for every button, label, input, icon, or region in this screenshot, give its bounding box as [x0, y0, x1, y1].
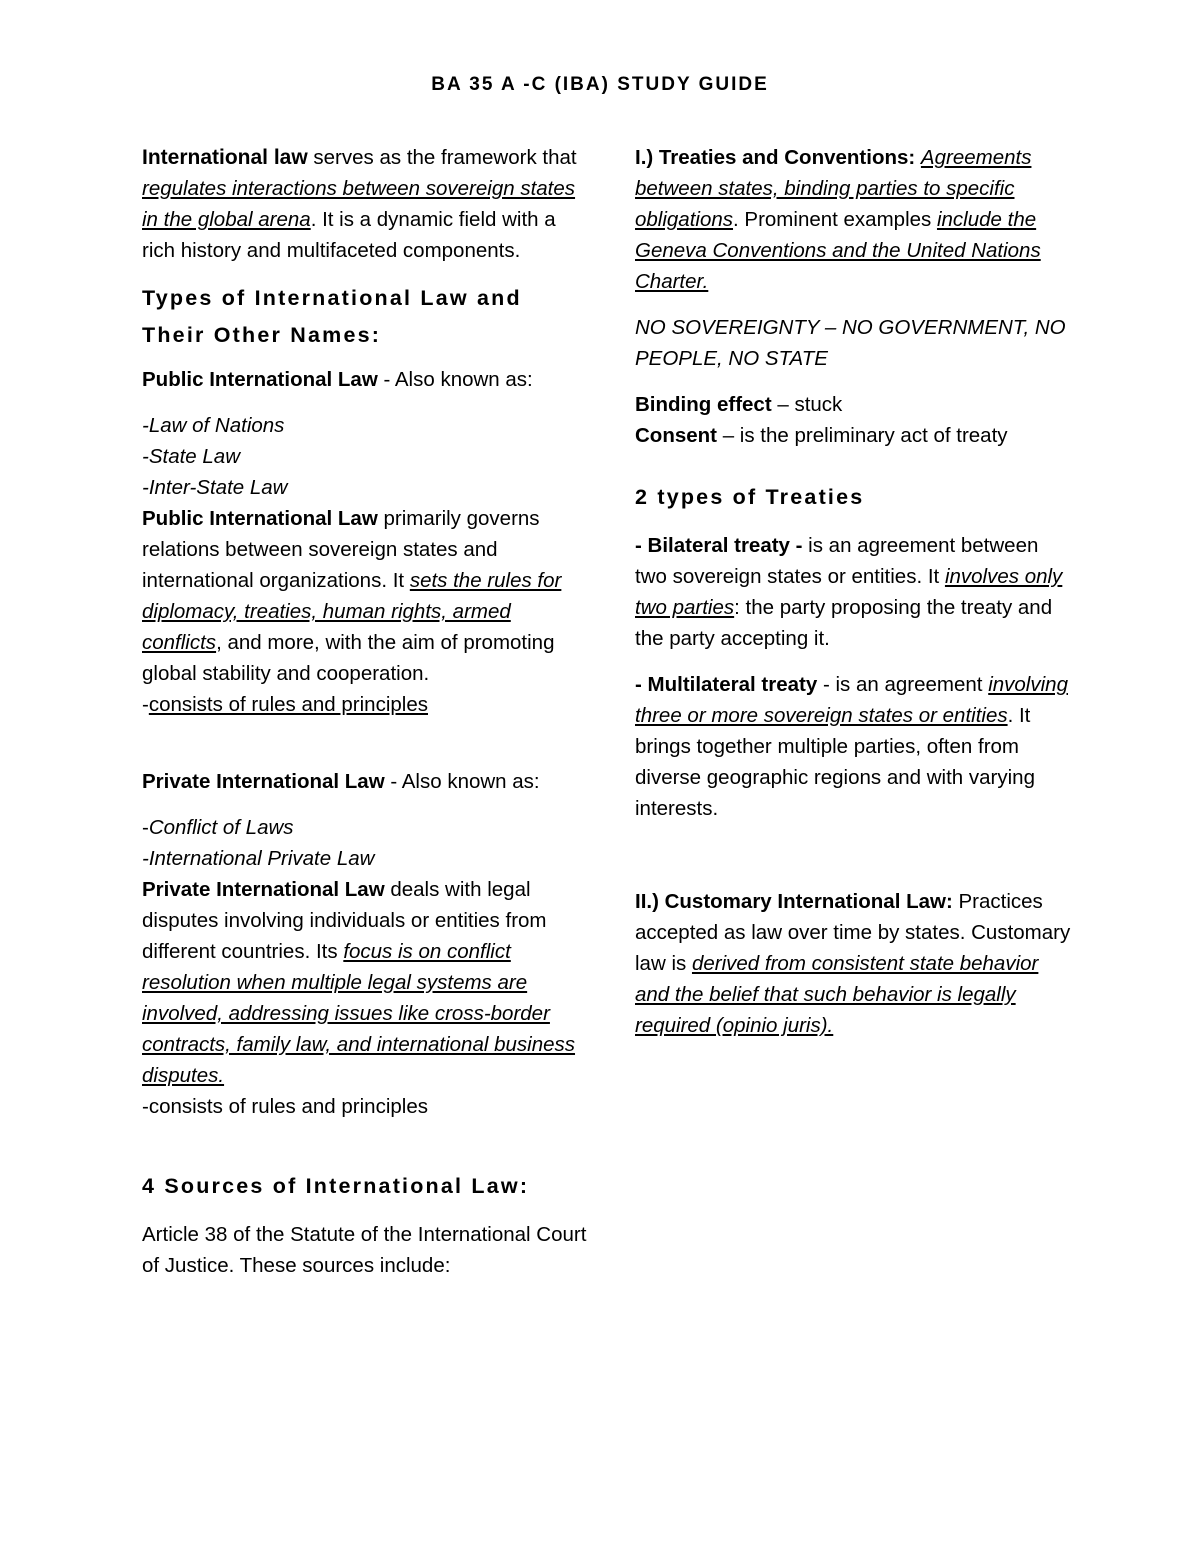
private-desc-text: deals with legal disputes involving individuals or entities from different countries. Its [142, 878, 547, 963]
customary-text: Practices accepted as law over time by states. Customary law is [635, 890, 1071, 975]
customary-underlined: derived from consistent state behavior and the belief that such behavior is legally required (opinio juris). [635, 952, 1039, 1037]
binding-label: Binding effect [635, 393, 772, 416]
multilateral-text-end: . It brings together multiple parties, often from diverse geographic regions and with varying interests. [635, 704, 1035, 820]
public-description [142, 503, 587, 689]
bilateral-underlined: involves only two parties [635, 565, 1063, 619]
bilateral-label: - Bilateral treaty - [635, 534, 803, 557]
public-name-2: -State Law [142, 445, 240, 468]
binding-effect-line [635, 389, 1075, 420]
consent-line [635, 420, 1075, 451]
public-consists [142, 689, 587, 720]
types-heading-line1: Types of International Law and [142, 286, 522, 310]
public-aka: - Also known as: [377, 368, 533, 391]
public-consists-dash: - [142, 693, 149, 716]
customary-label: II.) Customary International Law: [635, 890, 953, 913]
private-name-1 [142, 812, 587, 843]
consent-text: – is the preliminary act of treaty [717, 424, 1008, 447]
intro-underlined: regulates interactions between sovereign states in the global arena [142, 177, 576, 231]
public-desc-underlined: sets the rules for diplomacy, treaties, human rights, armed conflicts [142, 569, 562, 654]
public-label-line [142, 364, 587, 395]
private-label: Private International Law [142, 770, 385, 793]
sources-heading: 4 Sources of International Law: [142, 1174, 530, 1198]
multilateral-text: - is an agreement [817, 673, 989, 696]
treaty-types-heading: 2 types of Treaties [635, 485, 865, 509]
multilateral-paragraph [635, 669, 1075, 824]
private-desc-term: Private International Law [142, 878, 385, 901]
private-name-1-text: Conflict of Laws [148, 816, 294, 839]
private-name-2: -International Private Law [142, 847, 375, 870]
intro-text: serves as the framework that [307, 146, 577, 169]
no-sovereignty-note: NO SOVEREIGNTY – NO GOVERNMENT, NO PEOPLE, NO STATE [635, 316, 1066, 370]
public-desc-term: Public International Law [142, 507, 378, 530]
private-aka: - Also known as: [384, 770, 540, 793]
types-heading-line2: Their Other Names: [142, 323, 382, 347]
bilateral-paragraph [635, 530, 1075, 654]
private-name-1-dash: - [142, 816, 149, 839]
bilateral-text-end: : the party proposing the treaty and the party accepting it. [635, 596, 1053, 650]
multilateral-label: - Multilateral treaty [635, 673, 818, 696]
page-title: BA 35 A -C (IBA) STUDY GUIDE [431, 74, 769, 95]
private-desc-underlined: focus is on conflict resolution when multiple legal systems are involved, addressing issues like cross-border contracts, family law, and international business disputes. [142, 940, 576, 1087]
binding-text: – stuck [771, 393, 843, 416]
public-desc-text: primarily governs relations between sovereign states and international organizations. It [142, 507, 540, 592]
public-name-3: -Inter-State Law [142, 476, 288, 499]
left-column [142, 142, 587, 1281]
bilateral-text: is an agreement between two sovereign states or entities. It [635, 534, 1039, 588]
consent-label: Consent [635, 424, 717, 447]
sources-text: Article 38 of the Statute of the International Court of Justice. These sources include: [142, 1223, 587, 1277]
private-label-line [142, 766, 587, 797]
intro-text-end: . It is a dynamic field with a rich history and multifaceted components. [142, 208, 556, 262]
intro-term: International law [142, 146, 308, 169]
public-label: Public International Law [142, 368, 378, 391]
treaties-text: . Prominent examples [733, 208, 937, 231]
customary-paragraph [635, 886, 1075, 1041]
public-desc-text-end: , and more, with the aim of promoting global stability and cooperation. [142, 631, 555, 685]
private-consists: -consists of rules and principles [142, 1095, 428, 1118]
treaties-label: I.) Treaties and Conventions: [635, 146, 916, 169]
treaties-underlined-2: include the Geneva Conventions and the United Nations Charter. [635, 208, 1041, 293]
intro-paragraph [142, 142, 587, 266]
public-consists-text: consists of rules and principles [148, 693, 428, 716]
right-column [635, 142, 1075, 1041]
multilateral-underlined: involving three or more sovereign states or entities [635, 673, 1068, 727]
public-name-1: -Law of Nations [142, 414, 285, 437]
treaties-underlined: Agreements between states, binding parties to specific obligations [635, 146, 1032, 231]
private-description [142, 874, 587, 1091]
treaties-paragraph [635, 142, 1075, 297]
